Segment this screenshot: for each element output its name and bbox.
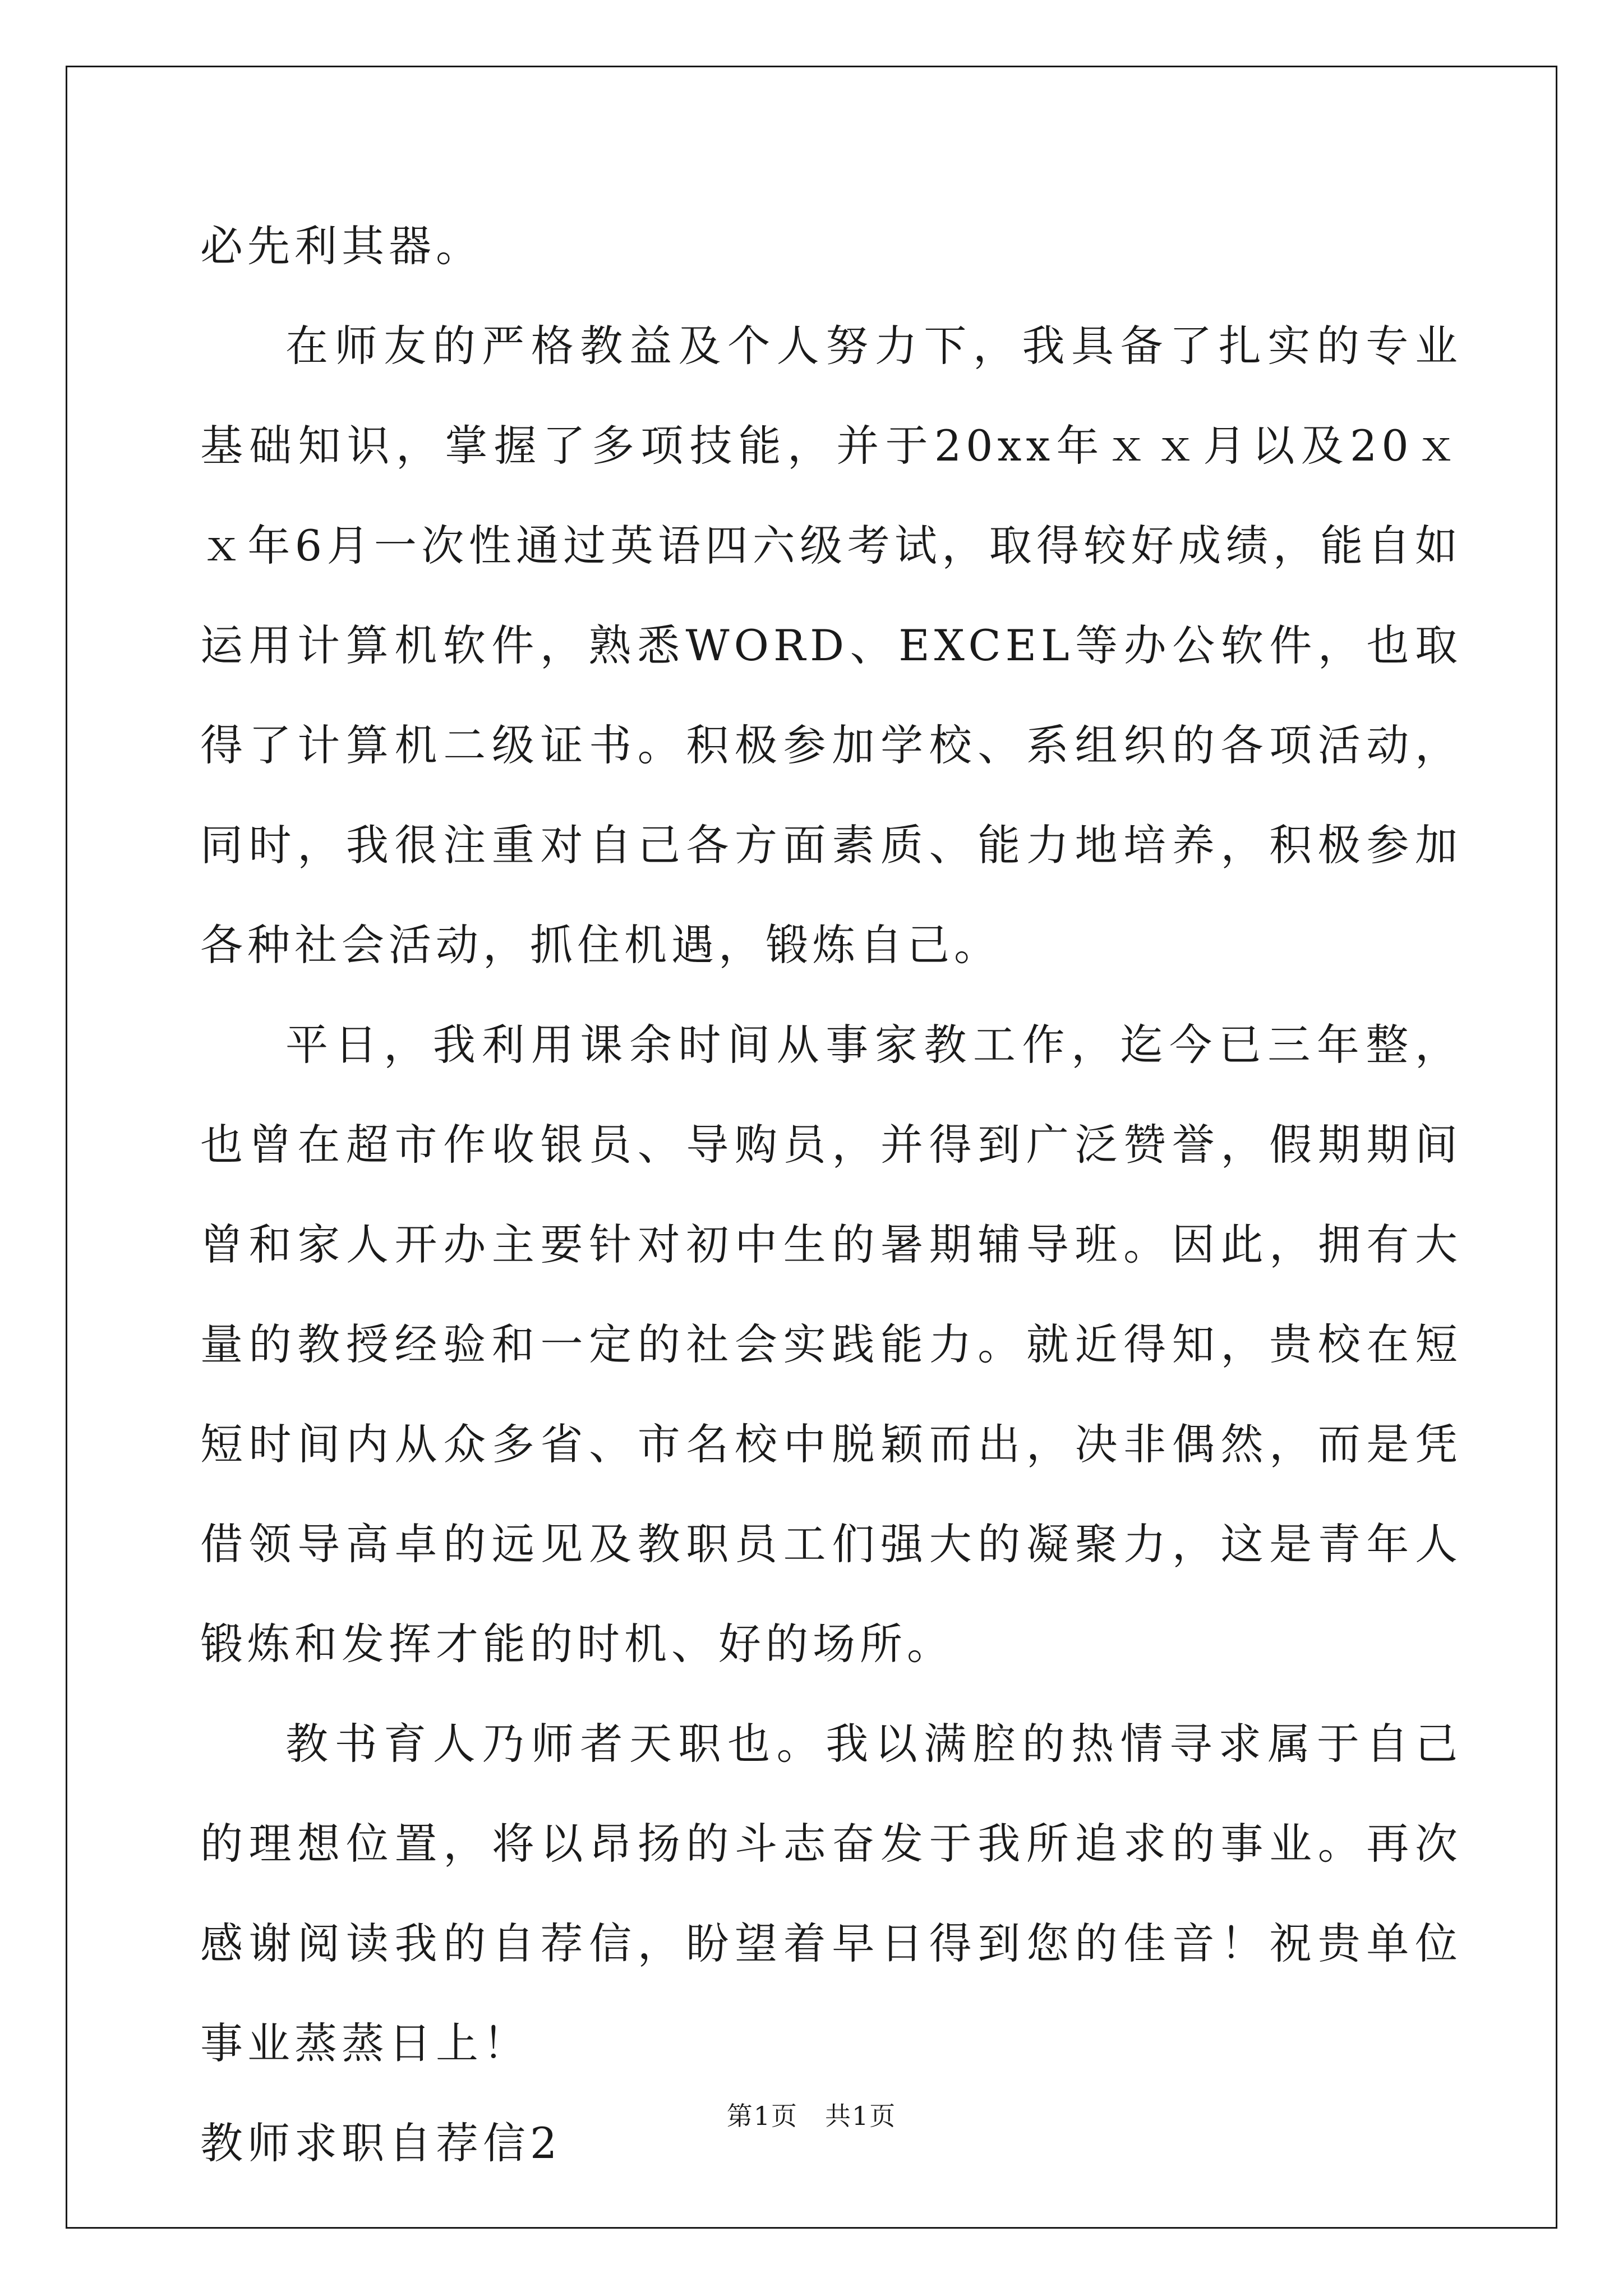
paragraph-3: 平日，我利用课余时间从事家教工作，迄今已三年整，也曾在超市作收银员、导购员，并得到广泛赞誉，假期期间曾和家人开办主要针对初中生的暑期辅导班。因此，拥有大量的教授经验和一定的社会实践能力。就近得知，贵校在短短时间内从众多省、市名校中脱颖而出，决非偶然，而是凭借领导高卓的远见及教职员工们强大的凝聚力，这是青年人锻炼和发挥才能的时机、好的场所。 (200, 1020, 1462, 1669)
page-footer: 第1页 共1页 (726, 2101, 897, 2131)
paragraph-2: 在师友的严格教益及个人努力下，我具备了扎实的专业基础知识，掌握了多项技能，并于20xx年ｘｘ月以及20ｘｘ年6月一次性通过英语四六级考试，取得较好成绩，能自如运用计算机软件，熟悉WORD、EXCEL等办公软件，也取得了计算机二级证书。积极参加学校、系组织的各项活动，同时，我很注重对自己各方面素质、能力地培养，积极参加各种社会活动，抓住机遇，锻炼自己。 (200, 321, 1462, 970)
paragraph-4: 教书育人乃师者天职也。我以满腔的热情寻求属于自己的理想位置，将以昂扬的斗志奋发于我所追求的事业。再次感谢阅读我的自荐信，盼望着早日得到您的佳音！祝贵单位事业蒸蒸日上！ (200, 1719, 1462, 2068)
paragraph-1: 必先利其器。 (200, 221, 483, 271)
document-body (200, 196, 1462, 2193)
section-heading: 教师求职自荐信2 (200, 2118, 562, 2168)
